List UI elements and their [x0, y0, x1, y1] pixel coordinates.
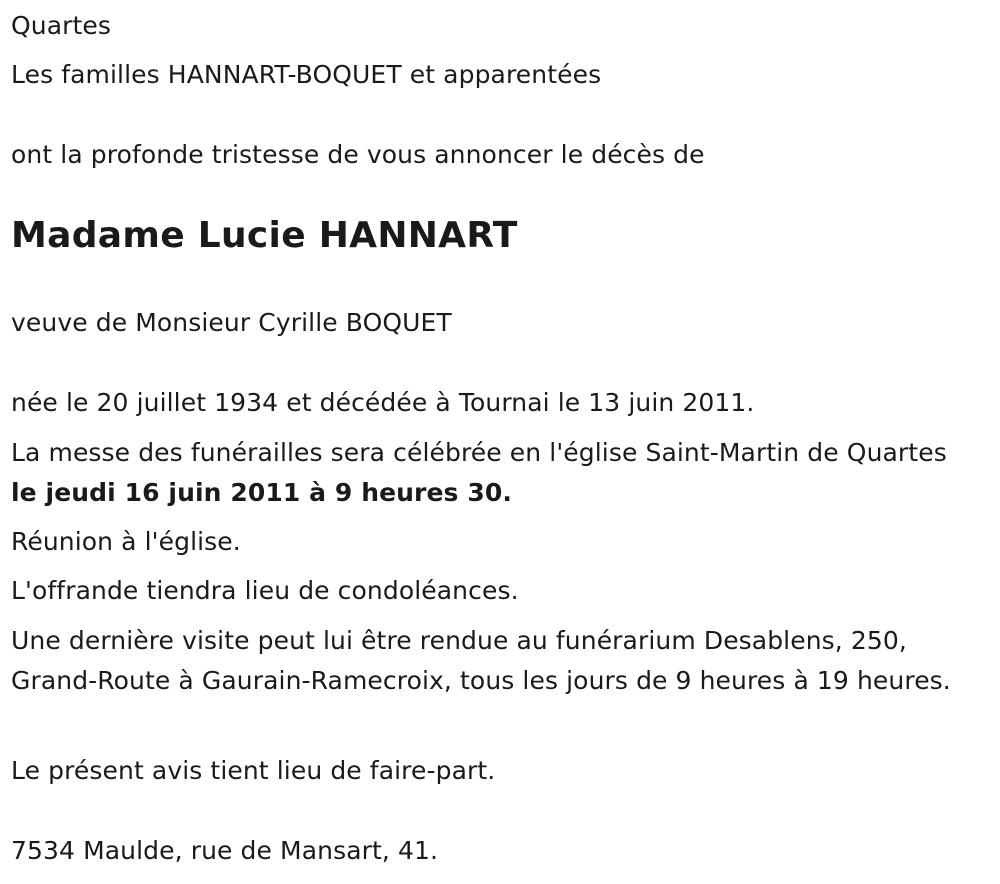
widow-of-line: veuve de Monsieur Cyrille BOQUET [11, 308, 452, 337]
funeral-paragraph [11, 433, 971, 513]
announcement-line: ont la profonde tristesse de vous annoncer le décès de [11, 140, 705, 169]
locality: Quartes [11, 11, 112, 40]
families-line: Les familles HANNART-BOQUET et apparentées [11, 60, 602, 89]
faire-part-line: Le présent avis tient lieu de faire-part. [11, 756, 496, 785]
visit-paragraph: Une dernière visite peut lui être rendue au funérarium Desablens, 250, Grand-Route à Gaurain-Ramecroix, tous les jours de 9 heures à 19 heures. [11, 626, 951, 695]
address-line: 7534 Maulde, rue de Mansart, 41. [11, 836, 439, 865]
offering-line: L'offrande tiendra lieu de condoléances. [11, 576, 519, 605]
meeting-line: Réunion à l'église. [11, 527, 241, 556]
funeral-date: le jeudi 16 juin 2011 à 9 heures 30. [11, 478, 512, 507]
deceased-name: Madame Lucie HANNART [11, 215, 518, 256]
birth-death-line: née le 20 juillet 1934 et décédée à Tournai le 13 juin 2011. [11, 388, 755, 417]
funeral-text: La messe des funérailles sera célébrée en l'église Saint-Martin de Quartes [11, 438, 947, 467]
